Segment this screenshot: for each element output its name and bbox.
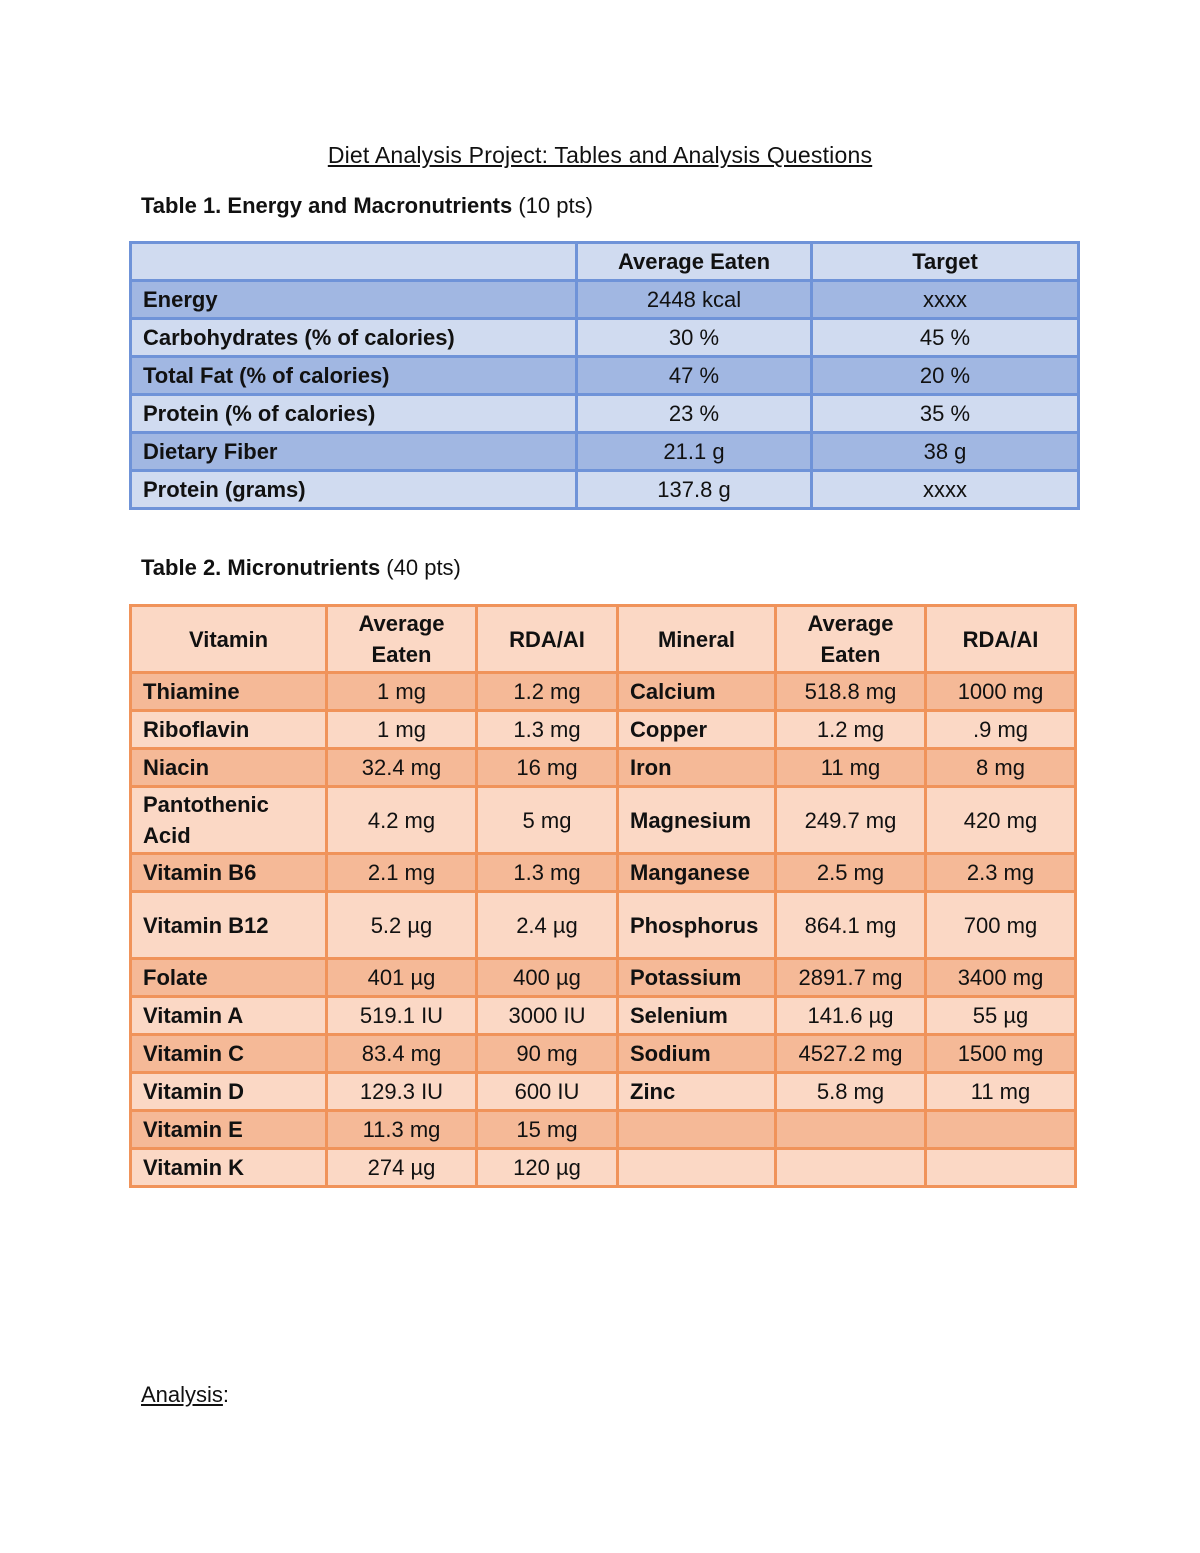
- vitamin-name: Vitamin D: [131, 1073, 327, 1111]
- table1-caption: [141, 193, 593, 219]
- mineral-rda-ai: 3400 mg: [926, 959, 1076, 997]
- vitamin-rda-ai: 400 µg: [477, 959, 618, 997]
- table-row: [131, 319, 1079, 357]
- vitamin-name: Vitamin C: [131, 1035, 327, 1073]
- mineral-name: Phosphorus: [618, 892, 776, 959]
- micronutrients-table: [129, 604, 1077, 1188]
- target-value: xxxx: [812, 281, 1079, 319]
- mineral-average-eaten: 141.6 µg: [776, 997, 926, 1035]
- mineral-rda-ai: 700 mg: [926, 892, 1076, 959]
- target-value: 35 %: [812, 395, 1079, 433]
- vitamin-name: Vitamin B6: [131, 854, 327, 892]
- table-row: [131, 433, 1079, 471]
- nutrient-name: Energy: [131, 281, 577, 319]
- mineral-average-eaten: 249.7 mg: [776, 787, 926, 854]
- vitamin-name: Vitamin E: [131, 1111, 327, 1149]
- mineral-average-eaten: 2891.7 mg: [776, 959, 926, 997]
- table2-caption-points: (40 pts): [380, 555, 461, 580]
- average-eaten-value: 23 %: [577, 395, 812, 433]
- mineral-average-eaten: [776, 1149, 926, 1187]
- mineral-average-eaten: 11 mg: [776, 749, 926, 787]
- vitamin-average-eaten: 519.1 IU: [327, 997, 477, 1035]
- mineral-rda-ai: 2.3 mg: [926, 854, 1076, 892]
- vitamin-rda-ai: 15 mg: [477, 1111, 618, 1149]
- table1-caption-points: (10 pts): [512, 193, 593, 218]
- nutrient-name: Dietary Fiber: [131, 433, 577, 471]
- table-header-cell: Average Eaten: [577, 243, 812, 281]
- target-value: 38 g: [812, 433, 1079, 471]
- vitamin-rda-ai: 2.4 µg: [477, 892, 618, 959]
- mineral-name: [618, 1149, 776, 1187]
- mineral-name: Copper: [618, 711, 776, 749]
- mineral-average-eaten: 5.8 mg: [776, 1073, 926, 1111]
- mineral-name: [618, 1111, 776, 1149]
- table-row: [131, 787, 1076, 854]
- mineral-rda-ai: [926, 1111, 1076, 1149]
- vitamin-average-eaten: 401 µg: [327, 959, 477, 997]
- mineral-name: Selenium: [618, 997, 776, 1035]
- average-eaten-value: 137.8 g: [577, 471, 812, 509]
- nutrient-name: Protein (grams): [131, 471, 577, 509]
- nutrient-name: Total Fat (% of calories): [131, 357, 577, 395]
- table-row: [131, 1035, 1076, 1073]
- vitamin-rda-ai: 16 mg: [477, 749, 618, 787]
- analysis-heading: [141, 1382, 229, 1408]
- vitamin-average-eaten: 1 mg: [327, 711, 477, 749]
- table-header-row: [131, 243, 1079, 281]
- mineral-average-eaten: 1.2 mg: [776, 711, 926, 749]
- table-row: [131, 997, 1076, 1035]
- vitamin-name: Thiamine: [131, 673, 327, 711]
- table-row: [131, 357, 1079, 395]
- table-header-cell: Average Eaten: [776, 606, 926, 673]
- vitamin-average-eaten: 11.3 mg: [327, 1111, 477, 1149]
- analysis-colon: :: [222, 1382, 230, 1407]
- mineral-average-eaten: 518.8 mg: [776, 673, 926, 711]
- mineral-average-eaten: [776, 1111, 926, 1149]
- vitamin-name: Riboflavin: [131, 711, 327, 749]
- vitamin-average-eaten: 4.2 mg: [327, 787, 477, 854]
- mineral-average-eaten: 864.1 mg: [776, 892, 926, 959]
- table-row: [131, 854, 1076, 892]
- mineral-rda-ai: 55 µg: [926, 997, 1076, 1035]
- mineral-name: Zinc: [618, 1073, 776, 1111]
- vitamin-name: Folate: [131, 959, 327, 997]
- average-eaten-value: 47 %: [577, 357, 812, 395]
- vitamin-average-eaten: 32.4 mg: [327, 749, 477, 787]
- mineral-rda-ai: 11 mg: [926, 1073, 1076, 1111]
- table-header-cell: [131, 243, 577, 281]
- table-header-cell: RDA/AI: [477, 606, 618, 673]
- mineral-name: Magnesium: [618, 787, 776, 854]
- vitamin-name: Niacin: [131, 749, 327, 787]
- table-header-cell: Vitamin: [131, 606, 327, 673]
- target-value: xxxx: [812, 471, 1079, 509]
- target-value: 45 %: [812, 319, 1079, 357]
- vitamin-rda-ai: 3000 IU: [477, 997, 618, 1035]
- vitamin-average-eaten: 83.4 mg: [327, 1035, 477, 1073]
- table-header-cell: Average Eaten: [327, 606, 477, 673]
- nutrient-name: Protein (% of calories): [131, 395, 577, 433]
- mineral-name: Potassium: [618, 959, 776, 997]
- nutrient-name: Carbohydrates (% of calories): [131, 319, 577, 357]
- vitamin-rda-ai: 1.2 mg: [477, 673, 618, 711]
- vitamin-rda-ai: 120 µg: [477, 1149, 618, 1187]
- mineral-average-eaten: 2.5 mg: [776, 854, 926, 892]
- average-eaten-value: 2448 kcal: [577, 281, 812, 319]
- vitamin-average-eaten: 2.1 mg: [327, 854, 477, 892]
- table-row: [131, 892, 1076, 959]
- mineral-rda-ai: 1000 mg: [926, 673, 1076, 711]
- mineral-name: Calcium: [618, 673, 776, 711]
- analysis-label: Analysis: [141, 1382, 223, 1407]
- mineral-rda-ai: 8 mg: [926, 749, 1076, 787]
- table-row: [131, 711, 1076, 749]
- vitamin-name: Vitamin A: [131, 997, 327, 1035]
- table-row: [131, 959, 1076, 997]
- average-eaten-value: 21.1 g: [577, 433, 812, 471]
- vitamin-rda-ai: 5 mg: [477, 787, 618, 854]
- table-header-cell: Target: [812, 243, 1079, 281]
- mineral-name: Manganese: [618, 854, 776, 892]
- mineral-average-eaten: 4527.2 mg: [776, 1035, 926, 1073]
- mineral-rda-ai: [926, 1149, 1076, 1187]
- mineral-rda-ai: 1500 mg: [926, 1035, 1076, 1073]
- table-row: [131, 281, 1079, 319]
- table2-caption-bold: Table 2. Micronutrients: [141, 555, 381, 580]
- table-header-row: [131, 606, 1076, 673]
- table1-caption-bold: Table 1. Energy and Macronutrients: [141, 193, 513, 218]
- energy-macronutrients-table: [129, 241, 1080, 510]
- document-title: Diet Analysis Project: Tables and Analysis Questions: [327, 142, 873, 168]
- vitamin-average-eaten: 274 µg: [327, 1149, 477, 1187]
- table-row: [131, 395, 1079, 433]
- vitamin-name: Vitamin B12: [131, 892, 327, 959]
- vitamin-rda-ai: 1.3 mg: [477, 711, 618, 749]
- vitamin-rda-ai: 90 mg: [477, 1035, 618, 1073]
- vitamin-rda-ai: 1.3 mg: [477, 854, 618, 892]
- vitamin-average-eaten: 5.2 µg: [327, 892, 477, 959]
- table-row: [131, 1111, 1076, 1149]
- mineral-name: Sodium: [618, 1035, 776, 1073]
- vitamin-name: Pantothenic Acid: [131, 787, 327, 854]
- table-header-cell: Mineral: [618, 606, 776, 673]
- vitamin-rda-ai: 600 IU: [477, 1073, 618, 1111]
- vitamin-average-eaten: 1 mg: [327, 673, 477, 711]
- table-row: [131, 471, 1079, 509]
- average-eaten-value: 30 %: [577, 319, 812, 357]
- target-value: 20 %: [812, 357, 1079, 395]
- mineral-rda-ai: 420 mg: [926, 787, 1076, 854]
- table-row: [131, 1073, 1076, 1111]
- mineral-rda-ai: .9 mg: [926, 711, 1076, 749]
- table2-caption: [141, 555, 461, 581]
- table-row: [131, 673, 1076, 711]
- vitamin-name: Vitamin K: [131, 1149, 327, 1187]
- table-header-cell: RDA/AI: [926, 606, 1076, 673]
- table-row: [131, 749, 1076, 787]
- mineral-name: Iron: [618, 749, 776, 787]
- table-row: [131, 1149, 1076, 1187]
- vitamin-average-eaten: 129.3 IU: [327, 1073, 477, 1111]
